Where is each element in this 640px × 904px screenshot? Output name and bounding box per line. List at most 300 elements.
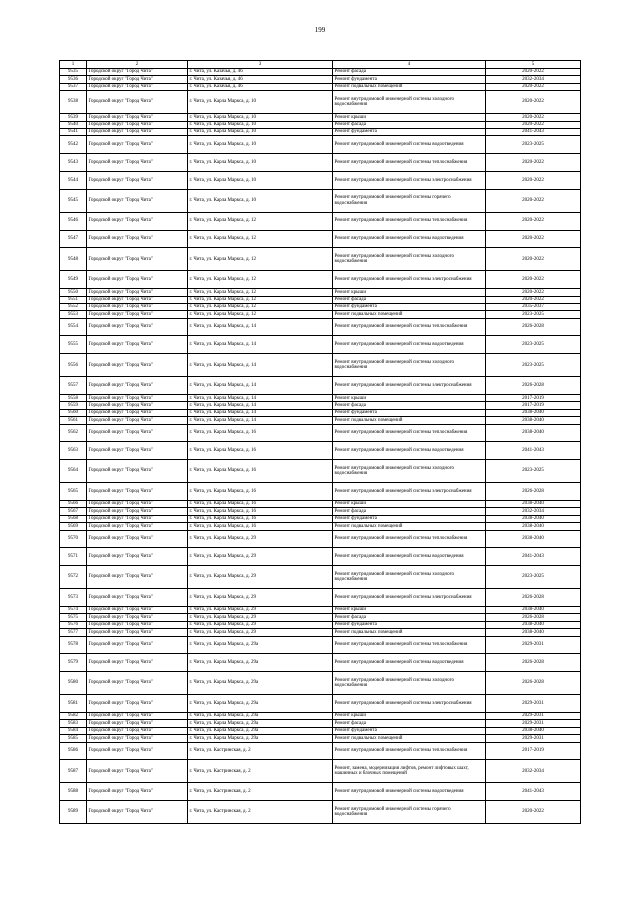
period-cell: 2020-2022 (486, 230, 581, 248)
table-body (60, 69, 581, 824)
table-row (60, 303, 581, 310)
work-type-cell: Ремонт фасада (333, 121, 486, 128)
work-type-cell: Ремонт фасада (333, 69, 486, 76)
row-number-cell: 9542 (60, 136, 87, 154)
work-type-cell: Ремонт внутридомовой инженерной системы холодного водоснабжения (333, 354, 486, 377)
row-number-cell: 9553 (60, 311, 87, 318)
row-number-cell: 9537 (60, 83, 87, 90)
work-type-cell: Ремонт крыши (333, 289, 486, 296)
column-header: 5 (486, 61, 581, 69)
row-number-cell: 9571 (60, 548, 87, 566)
row-number-cell: 9579 (60, 654, 87, 672)
address-cell: г. Чита, ул. Карла Маркса, д. 29а (188, 727, 333, 734)
table-row (60, 395, 581, 402)
municipality-cell: Городской округ "Город Чита" (87, 614, 188, 621)
period-cell: 2020-2022 (486, 91, 581, 114)
municipality-cell: Городской округ "Город Чита" (87, 417, 188, 424)
table-row (60, 523, 581, 530)
table-row (60, 483, 581, 501)
work-type-cell: Ремонт подвальных помещений (333, 629, 486, 636)
municipality-cell: Городской округ "Город Чита" (87, 589, 188, 607)
row-number-cell: 9582 (60, 712, 87, 719)
municipality-cell: Городской округ "Город Чита" (87, 606, 188, 613)
work-type-cell: Ремонт внутридомовой инженерной системы холодного водоснабжения (333, 460, 486, 483)
table-row (60, 121, 581, 128)
period-cell: 2026-2028 (486, 318, 581, 336)
municipality-cell: Городской округ "Город Чита" (87, 303, 188, 310)
municipality-cell: Городской округ "Город Чита" (87, 735, 188, 742)
address-cell: г. Чита, ул. Карла Маркса, д. 12 (188, 311, 333, 318)
work-type-cell: Ремонт фасада (333, 402, 486, 409)
address-cell: г. Чита, ул. Карла Маркса, д. 29 (188, 614, 333, 621)
row-number-cell: 9578 (60, 636, 87, 654)
municipality-cell: Городской округ "Город Чита" (87, 621, 188, 628)
municipality-cell: Городской округ "Город Чита" (87, 508, 188, 515)
table-row (60, 566, 581, 589)
table-row (60, 614, 581, 621)
address-cell: г. Чита, ул. Карла Маркса, д. 16 (188, 424, 333, 442)
work-type-cell: Ремонт внутридомовой инженерной системы электроснабжения (333, 271, 486, 289)
work-type-cell: Ремонт подвальных помещений (333, 83, 486, 90)
address-cell: г. Чита, ул. Карла Маркса, д. 12 (188, 296, 333, 303)
work-type-cell: Ремонт крыши (333, 114, 486, 121)
work-type-cell: Ремонт подвальных помещений (333, 735, 486, 742)
work-type-cell: Ремонт внутридомовой инженерной системы электроснабжения (333, 171, 486, 189)
address-cell: г. Чита, ул. Карла Маркса, д. 29а (188, 712, 333, 719)
table-row (60, 606, 581, 613)
address-cell: г. Чита, ул. Карла Маркса, д. 29 (188, 629, 333, 636)
period-cell: 2029-2031 (486, 735, 581, 742)
table-row (60, 727, 581, 734)
period-cell: 2026-2028 (486, 377, 581, 395)
address-cell: г. Чита, ул. Карла Маркса, д. 10 (188, 154, 333, 172)
table-row (60, 783, 581, 801)
period-cell: 2038-2040 (486, 530, 581, 548)
address-cell: г. Чита, ул. Карла Маркса, д. 29а (188, 720, 333, 727)
row-number-cell: 9572 (60, 566, 87, 589)
table-row (60, 289, 581, 296)
table-row (60, 621, 581, 628)
address-cell: г. Чита, ул. Карла Маркса, д. 10 (188, 121, 333, 128)
row-number-cell: 9541 (60, 128, 87, 135)
row-number-cell: 9539 (60, 114, 87, 121)
address-cell: г. Чита, ул. Карла Маркса, д. 14 (188, 318, 333, 336)
address-cell: г. Чита, ул. Карла Маркса, д. 16 (188, 515, 333, 522)
row-number-cell: 9589 (60, 801, 87, 824)
municipality-cell: Городской округ "Город Чита" (87, 212, 188, 230)
table-row (60, 501, 581, 508)
period-cell: 2041-2043 (486, 442, 581, 460)
address-cell: г. Чита, ул. Карла Маркса, д. 10 (188, 189, 333, 212)
period-cell: 2035-2037 (486, 303, 581, 310)
period-cell: 2029-2031 (486, 720, 581, 727)
repair-schedule-table (59, 60, 581, 824)
period-cell: 2020-2022 (486, 801, 581, 824)
table-row (60, 136, 581, 154)
municipality-cell: Городской округ "Город Чита" (87, 121, 188, 128)
municipality-cell: Городской округ "Город Чита" (87, 377, 188, 395)
row-number-cell: 9545 (60, 189, 87, 212)
row-number-cell: 9568 (60, 515, 87, 522)
work-type-cell: Ремонт внутридомовой инженерной системы теплоснабжения (333, 530, 486, 548)
table-row (60, 530, 581, 548)
work-type-cell: Ремонт, замена, модернизация лифтов, ремонт лифтовых шахт, машинных и блочных помещений (333, 760, 486, 783)
address-cell: г. Чита, ул. Карла Маркса, д. 29а (188, 695, 333, 713)
period-cell: 2026-2028 (486, 589, 581, 607)
header-row (60, 61, 581, 69)
work-type-cell: Ремонт фундамента (333, 128, 486, 135)
address-cell: г. Чита, ул. Карла Маркса, д. 12 (188, 303, 333, 310)
address-cell: г. Чита, ул. Кастринская, д. 2 (188, 801, 333, 824)
address-cell: г. Чита, ул. Казачья, д. 46 (188, 76, 333, 83)
address-cell: г. Чита, ул. Карла Маркса, д. 10 (188, 91, 333, 114)
row-number-cell: 9573 (60, 589, 87, 607)
row-number-cell: 9585 (60, 735, 87, 742)
row-number-cell: 9552 (60, 303, 87, 310)
work-type-cell: Ремонт фундамента (333, 621, 486, 628)
period-cell: 2020-2022 (486, 248, 581, 271)
period-cell: 2020-2022 (486, 296, 581, 303)
municipality-cell: Городской округ "Город Чита" (87, 501, 188, 508)
municipality-cell: Городской округ "Город Чита" (87, 136, 188, 154)
municipality-cell: Городской округ "Город Чита" (87, 712, 188, 719)
row-number-cell: 9577 (60, 629, 87, 636)
period-cell: 2038-2040 (486, 629, 581, 636)
period-cell: 2032-2034 (486, 76, 581, 83)
municipality-cell: Городской округ "Город Чита" (87, 409, 188, 416)
municipality-cell: Городской округ "Город Чита" (87, 672, 188, 695)
work-type-cell: Ремонт внутридомовой инженерной системы холодного водоснабжения (333, 91, 486, 114)
municipality-cell: Городской округ "Город Чита" (87, 801, 188, 824)
municipality-cell: Городской округ "Город Чита" (87, 548, 188, 566)
table-row (60, 417, 581, 424)
period-cell: 2020-2022 (486, 189, 581, 212)
period-cell: 2038-2040 (486, 523, 581, 530)
row-number-cell: 9562 (60, 424, 87, 442)
address-cell: г. Чита, ул. Карла Маркса, д. 16 (188, 442, 333, 460)
work-type-cell: Ремонт внутридомовой инженерной системы теплоснабжения (333, 318, 486, 336)
period-cell: 2023-2025 (486, 354, 581, 377)
table-row (60, 83, 581, 90)
work-type-cell: Ремонт внутридомовой инженерной системы водоотведения (333, 442, 486, 460)
address-cell: г. Чита, ул. Карла Маркса, д. 29а (188, 735, 333, 742)
period-cell: 2020-2022 (486, 121, 581, 128)
table-row (60, 354, 581, 377)
row-number-cell: 9583 (60, 720, 87, 727)
municipality-cell: Городской округ "Город Чита" (87, 230, 188, 248)
period-cell: 2026-2028 (486, 614, 581, 621)
table-row (60, 654, 581, 672)
row-number-cell: 9580 (60, 672, 87, 695)
work-type-cell: Ремонт внутридомовой инженерной системы электроснабжения (333, 589, 486, 607)
address-cell: г. Чита, ул. Карла Маркса, д. 10 (188, 136, 333, 154)
municipality-cell: Городской округ "Город Чита" (87, 69, 188, 76)
address-cell: г. Чита, ул. Карла Маркса, д. 14 (188, 395, 333, 402)
work-type-cell: Ремонт внутридомовой инженерной системы водоотведения (333, 548, 486, 566)
row-number-cell: 9549 (60, 271, 87, 289)
row-number-cell: 9555 (60, 336, 87, 354)
table-row (60, 377, 581, 395)
municipality-cell: Городской округ "Город Чита" (87, 742, 188, 760)
period-cell: 2020-2022 (486, 171, 581, 189)
row-number-cell: 9586 (60, 742, 87, 760)
work-type-cell: Ремонт фасада (333, 508, 486, 515)
period-cell: 2020-2022 (486, 212, 581, 230)
table-row (60, 712, 581, 719)
municipality-cell: Городской округ "Город Чита" (87, 296, 188, 303)
row-number-cell: 9544 (60, 171, 87, 189)
municipality-cell: Городской округ "Город Чита" (87, 760, 188, 783)
column-header: 1 (60, 61, 87, 69)
work-type-cell: Ремонт внутридомовой инженерной системы теплоснабжения (333, 154, 486, 172)
table-row (60, 69, 581, 76)
table-row (60, 296, 581, 303)
municipality-cell: Городской округ "Город Чита" (87, 402, 188, 409)
period-cell: 2023-2025 (486, 311, 581, 318)
address-cell: г. Чита, ул. Карла Маркса, д. 16 (188, 483, 333, 501)
municipality-cell: Городской округ "Город Чита" (87, 523, 188, 530)
row-number-cell: 9548 (60, 248, 87, 271)
table-row (60, 311, 581, 318)
table-row (60, 189, 581, 212)
page-number: 199 (314, 26, 326, 34)
address-cell: г. Чита, ул. Карла Маркса, д. 12 (188, 230, 333, 248)
work-type-cell: Ремонт внутридомовой инженерной системы теплоснабжения (333, 636, 486, 654)
table-row (60, 801, 581, 824)
row-number-cell: 9556 (60, 354, 87, 377)
row-number-cell: 9546 (60, 212, 87, 230)
row-number-cell: 9569 (60, 523, 87, 530)
table-row (60, 460, 581, 483)
address-cell: г. Чита, ул. Карла Маркса, д. 12 (188, 212, 333, 230)
work-type-cell: Ремонт внутридомовой инженерной системы водоотведения (333, 136, 486, 154)
work-type-cell: Ремонт фундамента (333, 76, 486, 83)
table-row (60, 171, 581, 189)
table-row (60, 742, 581, 760)
period-cell: 2038-2040 (486, 515, 581, 522)
address-cell: г. Чита, ул. Карла Маркса, д. 12 (188, 248, 333, 271)
work-type-cell: Ремонт подвальных помещений (333, 523, 486, 530)
address-cell: г. Чита, ул. Карла Маркса, д. 12 (188, 271, 333, 289)
period-cell: 2023-2025 (486, 566, 581, 589)
period-cell: 2029-2031 (486, 695, 581, 713)
row-number-cell: 9538 (60, 91, 87, 114)
work-type-cell: Ремонт внутридомовой инженерной системы холодного водоснабжения (333, 672, 486, 695)
address-cell: г. Чита, ул. Карла Маркса, д. 29 (188, 566, 333, 589)
row-number-cell: 9574 (60, 606, 87, 613)
municipality-cell: Городской округ "Город Чита" (87, 720, 188, 727)
row-number-cell: 9566 (60, 501, 87, 508)
work-type-cell: Ремонт внутридомовой инженерной системы теплоснабжения (333, 742, 486, 760)
address-cell: г. Чита, ул. Карла Маркса, д. 10 (188, 114, 333, 121)
work-type-cell: Ремонт внутридомовой инженерной системы электроснабжения (333, 695, 486, 713)
municipality-cell: Городской округ "Город Чита" (87, 128, 188, 135)
table-row (60, 629, 581, 636)
work-type-cell: Ремонт фасада (333, 296, 486, 303)
address-cell: г. Чита, ул. Казачья, д. 46 (188, 83, 333, 90)
table-row (60, 695, 581, 713)
period-cell: 2017-2019 (486, 395, 581, 402)
work-type-cell: Ремонт внутридомовой инженерной системы теплоснабжения (333, 424, 486, 442)
period-cell: 2020-2022 (486, 83, 581, 90)
period-cell: 2041-2043 (486, 128, 581, 135)
row-number-cell: 9575 (60, 614, 87, 621)
period-cell: 2029-2031 (486, 712, 581, 719)
address-cell: г. Чита, ул. Карла Маркса, д. 10 (188, 171, 333, 189)
row-number-cell: 9581 (60, 695, 87, 713)
municipality-cell: Городской округ "Город Чита" (87, 629, 188, 636)
municipality-cell: Городской округ "Город Чита" (87, 515, 188, 522)
municipality-cell: Городской округ "Город Чита" (87, 654, 188, 672)
municipality-cell: Городской округ "Город Чита" (87, 783, 188, 801)
period-cell: 2038-2040 (486, 417, 581, 424)
address-cell: г. Чита, ул. Карла Маркса, д. 10 (188, 128, 333, 135)
address-cell: г. Чита, ул. Карла Маркса, д. 29а (188, 654, 333, 672)
municipality-cell: Городской округ "Город Чита" (87, 271, 188, 289)
work-type-cell: Ремонт внутридомовой инженерной системы электроснабжения (333, 377, 486, 395)
municipality-cell: Городской округ "Город Чита" (87, 566, 188, 589)
table-row (60, 735, 581, 742)
municipality-cell: Городской округ "Город Чита" (87, 114, 188, 121)
period-cell: 2038-2040 (486, 424, 581, 442)
row-number-cell: 9535 (60, 69, 87, 76)
table-row (60, 442, 581, 460)
address-cell: г. Чита, ул. Карла Маркса, д. 14 (188, 409, 333, 416)
period-cell: 2038-2040 (486, 621, 581, 628)
municipality-cell: Городской округ "Город Чита" (87, 289, 188, 296)
column-header: 3 (188, 61, 333, 69)
period-cell: 2038-2040 (486, 409, 581, 416)
table-row (60, 248, 581, 271)
address-cell: г. Чита, ул. Казачья, д. 46 (188, 69, 333, 76)
work-type-cell: Ремонт крыши (333, 395, 486, 402)
work-type-cell: Ремонт внутридомовой инженерной системы водоотведения (333, 783, 486, 801)
table-row (60, 636, 581, 654)
address-cell: г. Чита, ул. Карла Маркса, д. 29 (188, 589, 333, 607)
table-row (60, 91, 581, 114)
address-cell: г. Чита, ул. Карла Маркса, д. 14 (188, 377, 333, 395)
table-row (60, 76, 581, 83)
address-cell: г. Чита, ул. Карла Маркса, д. 16 (188, 523, 333, 530)
address-cell: г. Чита, ул. Карла Маркса, д. 29 (188, 530, 333, 548)
period-cell: 2020-2022 (486, 69, 581, 76)
row-number-cell: 9540 (60, 121, 87, 128)
municipality-cell: Городской округ "Город Чита" (87, 248, 188, 271)
address-cell: г. Чита, ул. Кастринская, д. 2 (188, 742, 333, 760)
work-type-cell: Ремонт внутридомовой инженерной системы теплоснабжения (333, 212, 486, 230)
work-type-cell: Ремонт крыши (333, 712, 486, 719)
row-number-cell: 9563 (60, 442, 87, 460)
row-number-cell: 9567 (60, 508, 87, 515)
work-type-cell: Ремонт фасада (333, 614, 486, 621)
row-number-cell: 9559 (60, 402, 87, 409)
work-type-cell: Ремонт фасада (333, 720, 486, 727)
row-number-cell: 9584 (60, 727, 87, 734)
work-type-cell: Ремонт крыши (333, 501, 486, 508)
municipality-cell: Городской округ "Город Чита" (87, 442, 188, 460)
address-cell: г. Чита, ул. Кастринская, д. 2 (188, 783, 333, 801)
municipality-cell: Городской округ "Город Чита" (87, 483, 188, 501)
work-type-cell: Ремонт внутридомовой инженерной системы горячего водоснабжения (333, 801, 486, 824)
table-row (60, 128, 581, 135)
municipality-cell: Городской округ "Город Чита" (87, 336, 188, 354)
municipality-cell: Городской округ "Город Чита" (87, 695, 188, 713)
work-type-cell: Ремонт внутридомовой инженерной системы холодного водоснабжения (333, 566, 486, 589)
municipality-cell: Городской округ "Город Чита" (87, 83, 188, 90)
municipality-cell: Городской округ "Город Чита" (87, 424, 188, 442)
period-cell: 2041-2043 (486, 548, 581, 566)
period-cell: 2017-2019 (486, 402, 581, 409)
table-row (60, 672, 581, 695)
address-cell: г. Чита, ул. Карла Маркса, д. 14 (188, 417, 333, 424)
address-cell: г. Чита, ул. Карла Маркса, д. 14 (188, 354, 333, 377)
period-cell: 2029-2031 (486, 636, 581, 654)
period-cell: 2017-2019 (486, 742, 581, 760)
address-cell: г. Чита, ул. Карла Маркса, д. 16 (188, 508, 333, 515)
table-row (60, 508, 581, 515)
address-cell: г. Чита, ул. Карла Маркса, д. 29а (188, 636, 333, 654)
work-type-cell: Ремонт фундамента (333, 303, 486, 310)
municipality-cell: Городской округ "Город Чита" (87, 76, 188, 83)
row-number-cell: 9561 (60, 417, 87, 424)
work-type-cell: Ремонт фундамента (333, 515, 486, 522)
work-type-cell: Ремонт крыши (333, 606, 486, 613)
period-cell: 2038-2040 (486, 606, 581, 613)
row-number-cell: 9564 (60, 460, 87, 483)
table-row (60, 760, 581, 783)
municipality-cell: Городской округ "Город Чита" (87, 530, 188, 548)
work-type-cell: Ремонт внутридомовой инженерной системы водоотведения (333, 336, 486, 354)
municipality-cell: Городской округ "Город Чита" (87, 395, 188, 402)
work-type-cell: Ремонт внутридомовой инженерной системы водоотведения (333, 230, 486, 248)
address-cell: г. Чита, ул. Кастринская, д. 2 (188, 760, 333, 783)
column-header: 4 (333, 61, 486, 69)
work-type-cell: Ремонт подвальных помещений (333, 311, 486, 318)
work-type-cell: Ремонт внутридомовой инженерной системы водоотведения (333, 654, 486, 672)
period-cell: 2038-2040 (486, 501, 581, 508)
table-row (60, 318, 581, 336)
row-number-cell: 9551 (60, 296, 87, 303)
row-number-cell: 9587 (60, 760, 87, 783)
address-cell: г. Чита, ул. Карла Маркса, д. 12 (188, 289, 333, 296)
address-cell: г. Чита, ул. Карла Маркса, д. 16 (188, 501, 333, 508)
municipality-cell: Городской округ "Город Чита" (87, 727, 188, 734)
period-cell: 2032-2034 (486, 508, 581, 515)
row-number-cell: 9570 (60, 530, 87, 548)
table-row (60, 212, 581, 230)
table-row (60, 336, 581, 354)
municipality-cell: Городской округ "Город Чита" (87, 91, 188, 114)
row-number-cell: 9550 (60, 289, 87, 296)
table-row (60, 720, 581, 727)
address-cell: г. Чита, ул. Карла Маркса, д. 29 (188, 606, 333, 613)
work-type-cell: Ремонт подвальных помещений (333, 417, 486, 424)
table-row (60, 548, 581, 566)
table-row (60, 589, 581, 607)
table-row (60, 230, 581, 248)
municipality-cell: Городской округ "Город Чита" (87, 318, 188, 336)
table-row (60, 271, 581, 289)
municipality-cell: Городской округ "Город Чита" (87, 460, 188, 483)
column-header: 2 (87, 61, 188, 69)
work-type-cell: Ремонт фундамента (333, 409, 486, 416)
row-number-cell: 9576 (60, 621, 87, 628)
municipality-cell: Городской округ "Город Чита" (87, 189, 188, 212)
table-row (60, 515, 581, 522)
row-number-cell: 9547 (60, 230, 87, 248)
address-cell: г. Чита, ул. Карла Маркса, д. 14 (188, 336, 333, 354)
period-cell: 2026-2028 (486, 672, 581, 695)
